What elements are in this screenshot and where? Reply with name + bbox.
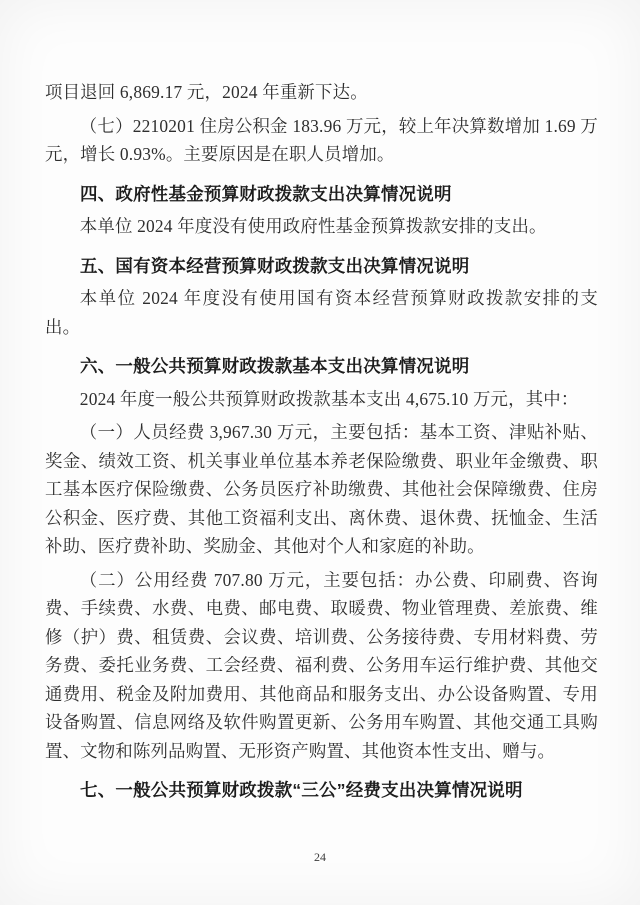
paragraph: 本单位 2024 年度没有使用国有资本经营预算财政拨款安排的支出。: [45, 288, 598, 337]
paragraph: 项目退回 6,869.17 元，2024 年重新下达。: [45, 82, 368, 102]
paragraph: （七）2210201 住房公积金 183.96 万元，较上年决算数增加 1.69 万元，增长 0.93%。主要原因是在职人员增加。: [45, 115, 598, 164]
paragraph: 2024 年度一般公共预算财政拨款基本支出 4,675.10 万元，其中：: [79, 388, 579, 409]
paragraph: （二）公用经费 707.80 万元，主要包括：办公费、印刷费、咨询费、手续费、水费、电费、邮电费、取暖费、物业管理费、差旅费、维修（护）费、租赁费、会议费、培训费、公务接待费、专用材料费、劳务费、委托业务费、工会经费、福利费、公务用车运行维护费、其他交通费用、税金及附加费用、其他商品和服务支出、办公设备购置、专用设备购置、信息网络及软件购置更新、公务用车购置、其他交通工具购置、文物和陈列品购置、无形资产购置、其他资本性支出、赠与。: [45, 569, 598, 761]
section-heading: 六、一般公共预算财政拨款基本支出决算情况说明: [80, 356, 470, 376]
section-heading: 四、政府性基金预算财政拨款支出决算情况说明: [80, 183, 452, 204]
paragraph: （一）人员经费 3,967.30 万元，主要包括：基本工资、津贴补贴、奖金、绩效工资、机关事业单位基本养老保险缴费、职业年金缴费、职工基本医疗保险缴费、公务员医疗补助缴费、其他社会保障缴费、住房公积金、医疗费、其他工资福利支出、离休费、退休费、抚恤金、生活补助、医疗费补助、奖励金、其他对个人和家庭的补助。: [45, 422, 598, 556]
section-heading: 五、国有资本经营预算财政拨款支出决算情况说明: [80, 255, 470, 276]
section-heading: 七、一般公共预算财政拨款“三公”经费支出决算情况说明: [80, 780, 523, 800]
document-content: [45, 78, 598, 809]
paragraph: 本单位 2024 年度没有使用政府性基金预算拨款安排的支出。: [79, 216, 547, 236]
page-number: 24: [314, 850, 326, 864]
